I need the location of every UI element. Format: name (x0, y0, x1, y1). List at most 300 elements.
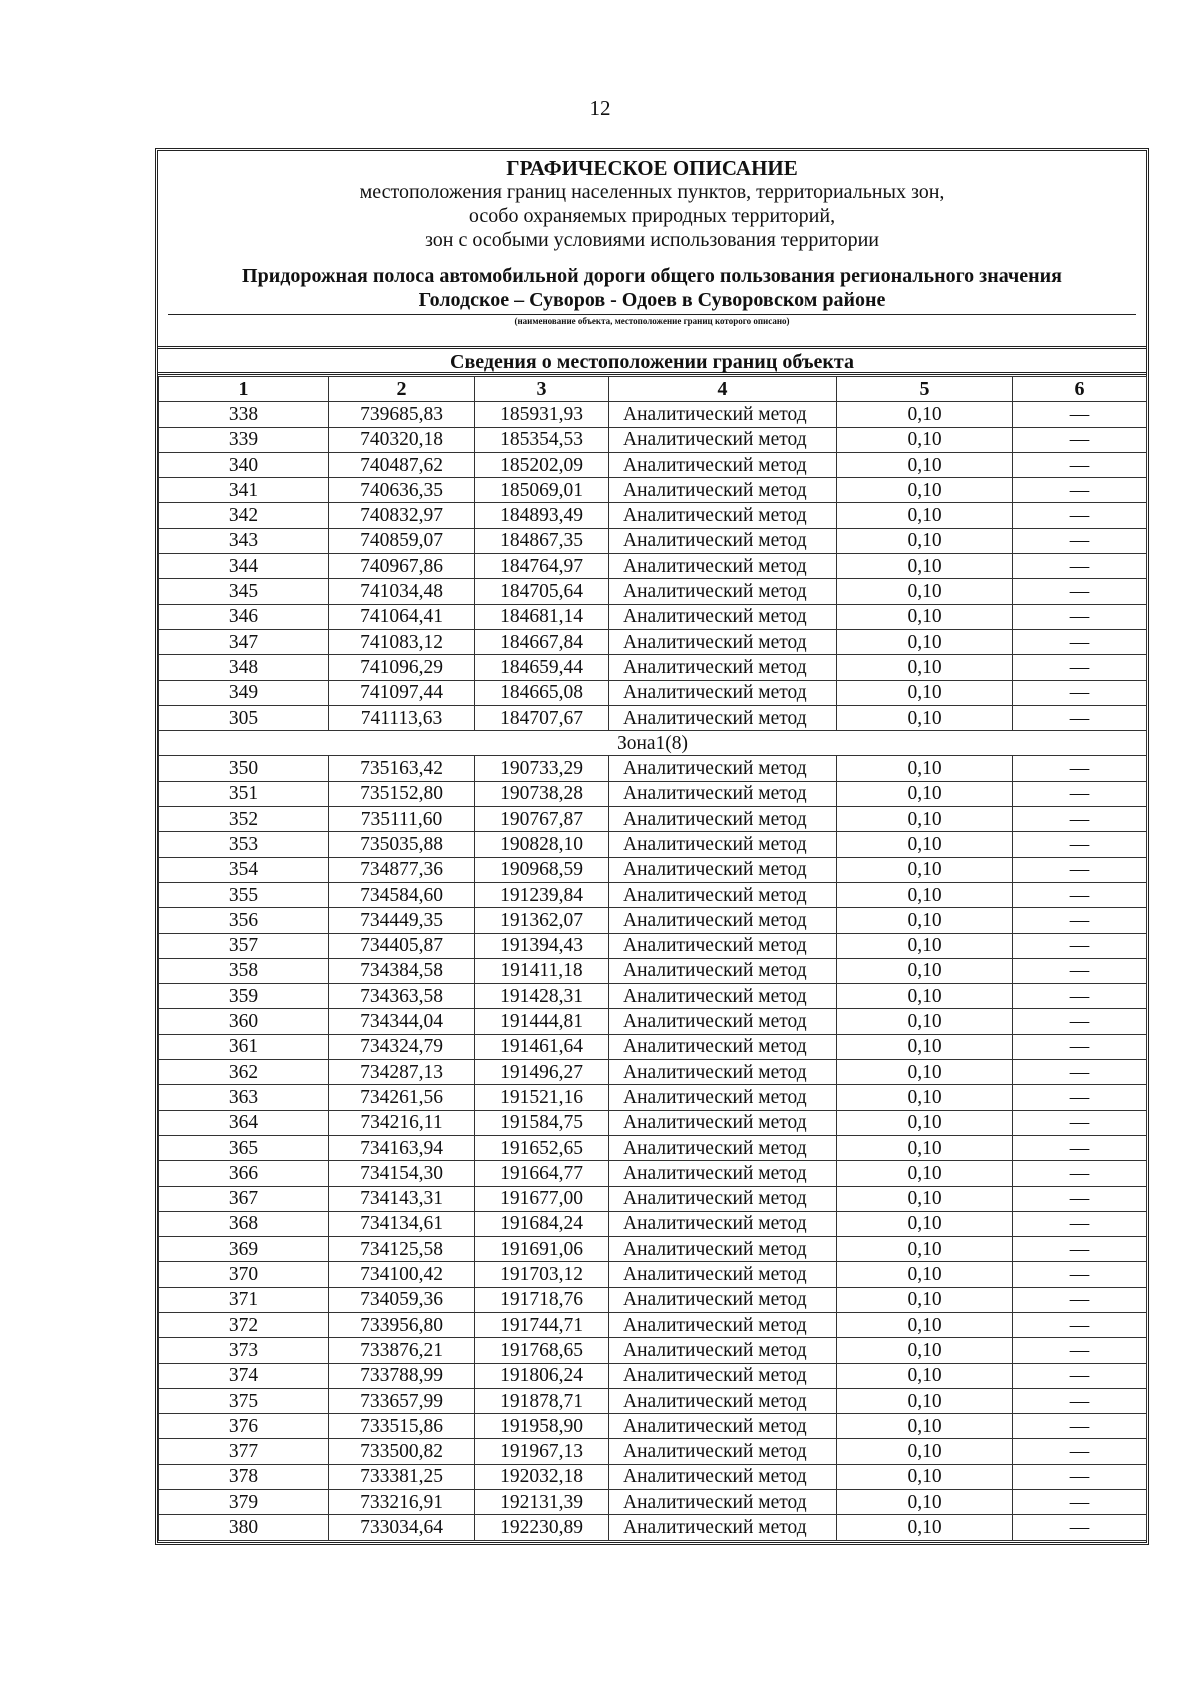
table-row (159, 655, 1147, 680)
table-row (159, 629, 1147, 654)
table-row (159, 478, 1147, 503)
accuracy-cell: 0,10 (837, 1262, 1013, 1287)
point-number-cell: 348 (159, 655, 329, 680)
description-cell: — (1013, 680, 1147, 705)
accuracy-cell: 0,10 (837, 402, 1013, 427)
accuracy-cell: 0,10 (837, 1135, 1013, 1160)
point-number-cell: 349 (159, 680, 329, 705)
table-row (159, 1161, 1147, 1186)
coordinate-x-cell: 734125,58 (329, 1237, 475, 1262)
table-row (159, 857, 1147, 882)
method-cell: Аналитический метод (609, 554, 837, 579)
method-cell: Аналитический метод (609, 655, 837, 680)
coordinate-y-cell: 191444,81 (475, 1009, 609, 1034)
coordinate-y-cell: 190733,29 (475, 756, 609, 781)
point-number-cell: 378 (159, 1464, 329, 1489)
coordinate-x-cell: 733657,99 (329, 1388, 475, 1413)
accuracy-cell: 0,10 (837, 857, 1013, 882)
coordinate-x-cell: 735163,42 (329, 756, 475, 781)
table-row (159, 402, 1147, 427)
coordinate-x-cell: 735152,80 (329, 781, 475, 806)
description-cell: — (1013, 1034, 1147, 1059)
method-cell: Аналитический метод (609, 478, 837, 503)
method-cell: Аналитический метод (609, 604, 837, 629)
coordinate-y-cell: 191768,65 (475, 1338, 609, 1363)
table-row (159, 680, 1147, 705)
method-cell: Аналитический метод (609, 452, 837, 477)
accuracy-cell: 0,10 (837, 908, 1013, 933)
table-row (159, 1085, 1147, 1110)
coordinate-y-cell: 191967,13 (475, 1439, 609, 1464)
table-row (159, 1414, 1147, 1439)
accuracy-cell: 0,10 (837, 680, 1013, 705)
coordinate-y-cell: 185069,01 (475, 478, 609, 503)
table-row (159, 1490, 1147, 1515)
coordinate-y-cell: 191428,31 (475, 984, 609, 1009)
description-cell: — (1013, 984, 1147, 1009)
coordinate-y-cell: 185202,09 (475, 452, 609, 477)
description-cell: — (1013, 554, 1147, 579)
description-cell: — (1013, 807, 1147, 832)
point-number-cell: 372 (159, 1312, 329, 1337)
point-number-cell: 365 (159, 1135, 329, 1160)
coordinate-x-cell: 734143,31 (329, 1186, 475, 1211)
description-cell: — (1013, 933, 1147, 958)
description-cell: — (1013, 1186, 1147, 1211)
point-number-cell: 361 (159, 1034, 329, 1059)
coordinate-x-cell: 741034,48 (329, 579, 475, 604)
accuracy-cell: 0,10 (837, 528, 1013, 553)
point-number-cell: 371 (159, 1287, 329, 1312)
accuracy-cell: 0,10 (837, 1211, 1013, 1236)
description-cell: — (1013, 1287, 1147, 1312)
method-cell: Аналитический метод (609, 1312, 837, 1337)
coordinate-x-cell: 734584,60 (329, 882, 475, 907)
header-line-1: местоположения границ населенных пунктов, территориальных зон, (359, 181, 945, 203)
method-cell: Аналитический метод (609, 528, 837, 553)
coordinate-x-cell: 733515,86 (329, 1414, 475, 1439)
coordinate-y-cell: 190828,10 (475, 832, 609, 857)
accuracy-cell: 0,10 (837, 1515, 1013, 1540)
description-cell: — (1013, 1338, 1147, 1363)
table-row (159, 1060, 1147, 1085)
coordinate-x-cell: 734134,61 (329, 1211, 475, 1236)
coordinate-x-cell: 741097,44 (329, 680, 475, 705)
point-number-cell: 370 (159, 1262, 329, 1287)
point-number-cell: 347 (159, 629, 329, 654)
point-number-cell: 367 (159, 1186, 329, 1211)
description-cell: — (1013, 1388, 1147, 1413)
method-cell: Аналитический метод (609, 1135, 837, 1160)
method-cell: Аналитический метод (609, 1186, 837, 1211)
description-cell: — (1013, 1110, 1147, 1135)
accuracy-cell: 0,10 (837, 756, 1013, 781)
page-number: 12 (589, 96, 611, 120)
table-row (159, 1312, 1147, 1337)
coordinate-x-cell: 734324,79 (329, 1034, 475, 1059)
description-cell: — (1013, 1060, 1147, 1085)
point-number-cell: 377 (159, 1439, 329, 1464)
column-header: 6 (1013, 377, 1147, 402)
description-cell: — (1013, 452, 1147, 477)
table-row (159, 1110, 1147, 1135)
accuracy-cell: 0,10 (837, 1085, 1013, 1110)
description-cell: — (1013, 1237, 1147, 1262)
table-row (159, 604, 1147, 629)
method-cell: Аналитический метод (609, 933, 837, 958)
coordinate-y-cell: 190968,59 (475, 857, 609, 882)
coordinate-x-cell: 734405,87 (329, 933, 475, 958)
coordinate-x-cell: 734344,04 (329, 1009, 475, 1034)
table-row (159, 882, 1147, 907)
column-header: 5 (837, 377, 1013, 402)
accuracy-cell: 0,10 (837, 933, 1013, 958)
coordinate-x-cell: 740320,18 (329, 427, 475, 452)
coordinate-x-cell: 733956,80 (329, 1312, 475, 1337)
document-header (158, 151, 1146, 252)
coordinate-y-cell: 184681,14 (475, 604, 609, 629)
method-cell: Аналитический метод (609, 1211, 837, 1236)
method-cell: Аналитический метод (609, 1515, 837, 1540)
description-cell: — (1013, 1161, 1147, 1186)
accuracy-cell: 0,10 (837, 1338, 1013, 1363)
table-row (159, 554, 1147, 579)
coordinate-x-cell: 741113,63 (329, 705, 475, 730)
method-cell: Аналитический метод (609, 1363, 837, 1388)
coordinate-y-cell: 191584,75 (475, 1110, 609, 1135)
coordinate-x-cell: 740967,86 (329, 554, 475, 579)
method-cell: Аналитический метод (609, 705, 837, 730)
accuracy-cell: 0,10 (837, 629, 1013, 654)
point-number-cell: 374 (159, 1363, 329, 1388)
coordinate-y-cell: 184705,64 (475, 579, 609, 604)
coordinate-x-cell: 739685,83 (329, 402, 475, 427)
point-number-cell: 338 (159, 402, 329, 427)
method-cell: Аналитический метод (609, 1287, 837, 1312)
coordinate-x-cell: 734154,30 (329, 1161, 475, 1186)
point-number-cell: 350 (159, 756, 329, 781)
coordinate-y-cell: 191703,12 (475, 1262, 609, 1287)
description-cell: — (1013, 478, 1147, 503)
coordinate-y-cell: 190767,87 (475, 807, 609, 832)
coordinate-y-cell: 191878,71 (475, 1388, 609, 1413)
coordinate-y-cell: 192230,89 (475, 1515, 609, 1540)
description-cell: — (1013, 1135, 1147, 1160)
header-line-2: особо охраняемых природных территорий, (468, 205, 836, 227)
table-row (159, 1135, 1147, 1160)
column-header: 3 (475, 377, 609, 402)
method-cell: Аналитический метод (609, 1439, 837, 1464)
coordinate-x-cell: 734363,58 (329, 984, 475, 1009)
point-number-cell: 359 (159, 984, 329, 1009)
coordinate-y-cell: 184893,49 (475, 503, 609, 528)
coordinate-x-cell: 734877,36 (329, 857, 475, 882)
column-header: 4 (609, 377, 837, 402)
coordinate-x-cell: 734163,94 (329, 1135, 475, 1160)
coordinate-y-cell: 191239,84 (475, 882, 609, 907)
point-number-cell: 352 (159, 807, 329, 832)
description-cell: — (1013, 1414, 1147, 1439)
description-cell: — (1013, 705, 1147, 730)
coordinate-y-cell: 191394,43 (475, 933, 609, 958)
description-cell: — (1013, 857, 1147, 882)
table-row (159, 1186, 1147, 1211)
column-header: 2 (329, 377, 475, 402)
table-row (159, 452, 1147, 477)
section-title: Сведения о местоположении границ объекта (158, 346, 1146, 375)
object-name-line-2: Голодское – Суворов - Одоев в Суворовском районе (418, 289, 886, 311)
method-cell: Аналитический метод (609, 1009, 837, 1034)
description-cell: — (1013, 655, 1147, 680)
accuracy-cell: 0,10 (837, 1414, 1013, 1439)
method-cell: Аналитический метод (609, 1237, 837, 1262)
accuracy-cell: 0,10 (837, 452, 1013, 477)
accuracy-cell: 0,10 (837, 1009, 1013, 1034)
coordinate-y-cell: 191496,27 (475, 1060, 609, 1085)
table-row (159, 1363, 1147, 1388)
point-number-cell: 362 (159, 1060, 329, 1085)
description-cell: — (1013, 579, 1147, 604)
accuracy-cell: 0,10 (837, 807, 1013, 832)
coordinate-y-cell: 191691,06 (475, 1237, 609, 1262)
accuracy-cell: 0,10 (837, 1388, 1013, 1413)
description-cell: — (1013, 1085, 1147, 1110)
description-cell: — (1013, 781, 1147, 806)
coordinate-x-cell: 733216,91 (329, 1490, 475, 1515)
description-cell: — (1013, 958, 1147, 983)
coordinate-y-cell: 191521,16 (475, 1085, 609, 1110)
accuracy-cell: 0,10 (837, 1060, 1013, 1085)
coordinate-y-cell: 191652,65 (475, 1135, 609, 1160)
coordinate-x-cell: 741064,41 (329, 604, 475, 629)
method-cell: Аналитический метод (609, 958, 837, 983)
coordinate-y-cell: 191664,77 (475, 1161, 609, 1186)
coordinate-y-cell: 191958,90 (475, 1414, 609, 1439)
method-cell: Аналитический метод (609, 1085, 837, 1110)
description-cell: — (1013, 882, 1147, 907)
accuracy-cell: 0,10 (837, 1363, 1013, 1388)
point-number-cell: 364 (159, 1110, 329, 1135)
accuracy-cell: 0,10 (837, 1287, 1013, 1312)
zone-label: Зона1(8) (159, 731, 1147, 756)
point-number-cell: 373 (159, 1338, 329, 1363)
accuracy-cell: 0,10 (837, 781, 1013, 806)
coordinate-y-cell: 185354,53 (475, 427, 609, 452)
table-header-row (159, 377, 1147, 402)
header-line-3: зон с особыми условиями использования территории (424, 229, 880, 251)
accuracy-cell: 0,10 (837, 1110, 1013, 1135)
point-number-cell: 357 (159, 933, 329, 958)
description-cell: — (1013, 1439, 1147, 1464)
coordinate-y-cell: 191684,24 (475, 1211, 609, 1236)
description-cell: — (1013, 503, 1147, 528)
point-number-cell: 379 (159, 1490, 329, 1515)
description-cell: — (1013, 1009, 1147, 1034)
coordinate-y-cell: 191718,76 (475, 1287, 609, 1312)
zone-row (159, 731, 1147, 756)
point-number-cell: 345 (159, 579, 329, 604)
point-number-cell: 341 (159, 478, 329, 503)
accuracy-cell: 0,10 (837, 958, 1013, 983)
accuracy-cell: 0,10 (837, 478, 1013, 503)
coordinate-y-cell: 185931,93 (475, 402, 609, 427)
column-header: 1 (159, 377, 329, 402)
method-cell: Аналитический метод (609, 402, 837, 427)
method-cell: Аналитический метод (609, 781, 837, 806)
table-row (159, 1515, 1147, 1540)
description-cell: — (1013, 1515, 1147, 1540)
coordinate-y-cell: 191744,71 (475, 1312, 609, 1337)
table-row (159, 984, 1147, 1009)
table-row (159, 1464, 1147, 1489)
description-cell: — (1013, 908, 1147, 933)
point-number-cell: 354 (159, 857, 329, 882)
description-cell: — (1013, 832, 1147, 857)
description-cell: — (1013, 402, 1147, 427)
method-cell: Аналитический метод (609, 756, 837, 781)
coordinate-x-cell: 740859,07 (329, 528, 475, 553)
coordinate-x-cell: 733034,64 (329, 1515, 475, 1540)
coordinate-x-cell: 733788,99 (329, 1363, 475, 1388)
method-cell: Аналитический метод (609, 1388, 837, 1413)
accuracy-cell: 0,10 (837, 503, 1013, 528)
table-row (159, 579, 1147, 604)
table-row (159, 832, 1147, 857)
coordinate-x-cell: 734384,58 (329, 958, 475, 983)
coordinate-y-cell: 184659,44 (475, 655, 609, 680)
method-cell: Аналитический метод (609, 882, 837, 907)
point-number-cell: 344 (159, 554, 329, 579)
table-row (159, 958, 1147, 983)
point-number-cell: 339 (159, 427, 329, 452)
table-row (159, 503, 1147, 528)
coordinate-x-cell: 734261,56 (329, 1085, 475, 1110)
point-number-cell: 376 (159, 1414, 329, 1439)
accuracy-cell: 0,10 (837, 604, 1013, 629)
point-number-cell: 305 (159, 705, 329, 730)
table-row (159, 705, 1147, 730)
table-body (159, 402, 1147, 1540)
coordinate-y-cell: 191411,18 (475, 958, 609, 983)
point-number-cell: 369 (159, 1237, 329, 1262)
method-cell: Аналитический метод (609, 1464, 837, 1489)
accuracy-cell: 0,10 (837, 579, 1013, 604)
description-cell: — (1013, 756, 1147, 781)
coordinate-y-cell: 192032,18 (475, 1464, 609, 1489)
coordinate-y-cell: 184764,97 (475, 554, 609, 579)
table-row (159, 807, 1147, 832)
coordinate-x-cell: 734216,11 (329, 1110, 475, 1135)
coordinate-x-cell: 740832,97 (329, 503, 475, 528)
accuracy-cell: 0,10 (837, 1034, 1013, 1059)
accuracy-cell: 0,10 (837, 882, 1013, 907)
method-cell: Аналитический метод (609, 1110, 837, 1135)
object-name-caption: (наименование объекта, местоположение границ которого описано) (514, 316, 790, 326)
coordinate-y-cell: 184665,08 (475, 680, 609, 705)
table-row (159, 1009, 1147, 1034)
method-cell: Аналитический метод (609, 680, 837, 705)
coordinate-x-cell: 734059,36 (329, 1287, 475, 1312)
coordinate-x-cell: 740636,35 (329, 478, 475, 503)
method-cell: Аналитический метод (609, 503, 837, 528)
coordinate-x-cell: 741083,12 (329, 629, 475, 654)
table-row (159, 1439, 1147, 1464)
point-number-cell: 355 (159, 882, 329, 907)
description-cell: — (1013, 1312, 1147, 1337)
document-title: ГРАФИЧЕСКОЕ ОПИСАНИЕ (506, 156, 798, 180)
point-number-cell: 356 (159, 908, 329, 933)
accuracy-cell: 0,10 (837, 1312, 1013, 1337)
point-number-cell: 380 (159, 1515, 329, 1540)
table-row (159, 933, 1147, 958)
description-cell: — (1013, 427, 1147, 452)
table-row (159, 528, 1147, 553)
method-cell: Аналитический метод (609, 1414, 837, 1439)
coordinate-y-cell: 190738,28 (475, 781, 609, 806)
description-cell: — (1013, 1211, 1147, 1236)
accuracy-cell: 0,10 (837, 1186, 1013, 1211)
coordinate-y-cell: 191461,64 (475, 1034, 609, 1059)
object-name (158, 264, 1146, 312)
table-row (159, 1034, 1147, 1059)
underline (168, 314, 1136, 315)
description-cell: — (1013, 604, 1147, 629)
accuracy-cell: 0,10 (837, 1439, 1013, 1464)
method-cell: Аналитический метод (609, 908, 837, 933)
coordinate-x-cell: 734100,42 (329, 1262, 475, 1287)
point-number-cell: 346 (159, 604, 329, 629)
point-number-cell: 353 (159, 832, 329, 857)
method-cell: Аналитический метод (609, 1161, 837, 1186)
point-number-cell: 342 (159, 503, 329, 528)
coordinate-x-cell: 735035,88 (329, 832, 475, 857)
table-row (159, 781, 1147, 806)
method-cell: Аналитический метод (609, 427, 837, 452)
point-number-cell: 368 (159, 1211, 329, 1236)
coordinate-x-cell: 741096,29 (329, 655, 475, 680)
accuracy-cell: 0,10 (837, 655, 1013, 680)
description-cell: — (1013, 528, 1147, 553)
coordinate-x-cell: 733381,25 (329, 1464, 475, 1489)
coordinate-x-cell: 734449,35 (329, 908, 475, 933)
method-cell: Аналитический метод (609, 1338, 837, 1363)
boundary-table (158, 376, 1147, 1541)
accuracy-cell: 0,10 (837, 832, 1013, 857)
coordinate-x-cell: 735111,60 (329, 807, 475, 832)
accuracy-cell: 0,10 (837, 427, 1013, 452)
document-frame (155, 148, 1149, 1545)
table-row (159, 1237, 1147, 1262)
table-row (159, 1262, 1147, 1287)
accuracy-cell: 0,10 (837, 554, 1013, 579)
description-cell: — (1013, 1490, 1147, 1515)
table-row (159, 1388, 1147, 1413)
method-cell: Аналитический метод (609, 579, 837, 604)
coordinate-x-cell: 733876,21 (329, 1338, 475, 1363)
coordinate-x-cell: 734287,13 (329, 1060, 475, 1085)
table-row (159, 756, 1147, 781)
description-cell: — (1013, 1262, 1147, 1287)
accuracy-cell: 0,10 (837, 1161, 1013, 1186)
description-cell: — (1013, 1464, 1147, 1489)
accuracy-cell: 0,10 (837, 1490, 1013, 1515)
coordinate-y-cell: 184707,67 (475, 705, 609, 730)
accuracy-cell: 0,10 (837, 705, 1013, 730)
method-cell: Аналитический метод (609, 1034, 837, 1059)
method-cell: Аналитический метод (609, 1262, 837, 1287)
point-number-cell: 351 (159, 781, 329, 806)
coordinate-x-cell: 733500,82 (329, 1439, 475, 1464)
